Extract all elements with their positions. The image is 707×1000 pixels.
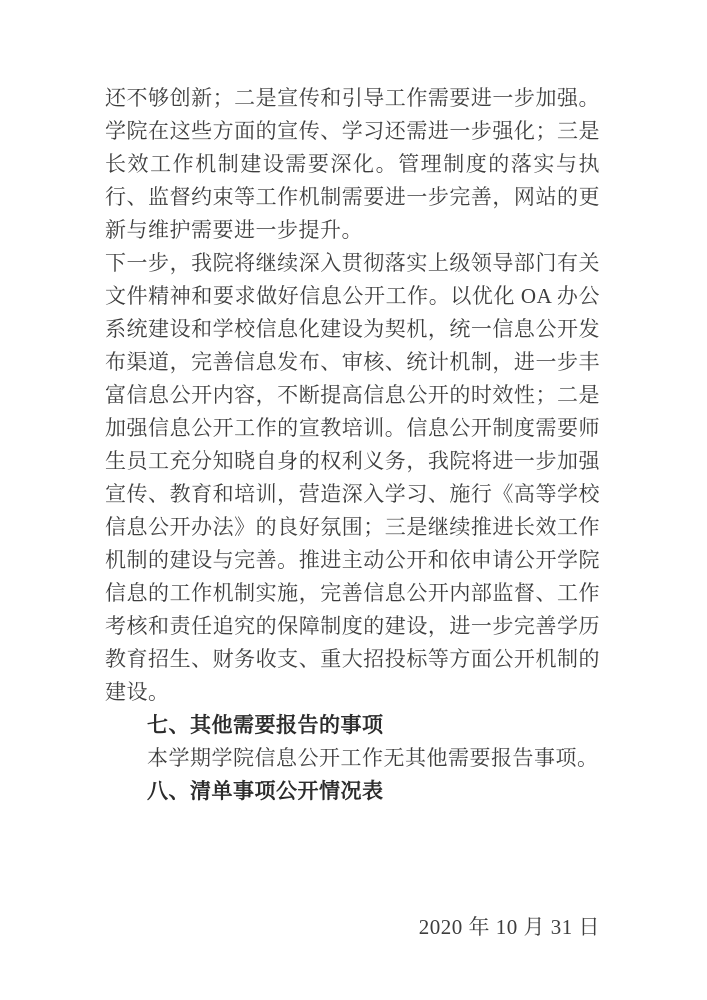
section-8-heading: 八、清单事项公开情况表 [147,780,384,803]
section-7-heading: 七、其他需要报告的事项 [147,714,384,737]
section-7-paragraph: 本学期学院信息公开工作无其他需要报告事项。 [147,746,599,770]
paragraph-next-steps: 下一步，我院将继续深入贯彻落实上级领导部门有关文件精神和要求做好信息公开工作。以优化 OA 办公系统建设和学校信息化建设为契机，统一信息公开发布渠道，完善信息发布、审核、统计机制，进一步丰富信息公开内容，不断提高信息公开的时效性；二是加强信息公开工作的宣教培训。信息公开制度需要师生员工充分知晓自身的权利义务，我院将进一步加强宣传、教育和培训，营造深入学习、施行《高等学校信息公开办法》的良好氛围；三是继续推进长效工作机制的建设与完善。推进主动公开和依申请公开学院信息的工作机制实施，完善信息公开内部监督、工作考核和责任追究的保障制度的建设，进一步完善学历教育招生、财务收支、重大招投标等方面公开机制的建设。 [105,251,600,704]
paragraph-continuation: 还不够创新；二是宣传和引导工作需要进一步加强。学院在这些方面的宣传、学习还需进一步强化；三是长效工作机制建设需要深化。管理制度的落实与执行、监督约束等工作机制需要进一步完善，网站的更新与维护需要进一步提升。 [105,86,600,242]
document-date: 2020 年 10 月 31 日 [418,915,600,939]
